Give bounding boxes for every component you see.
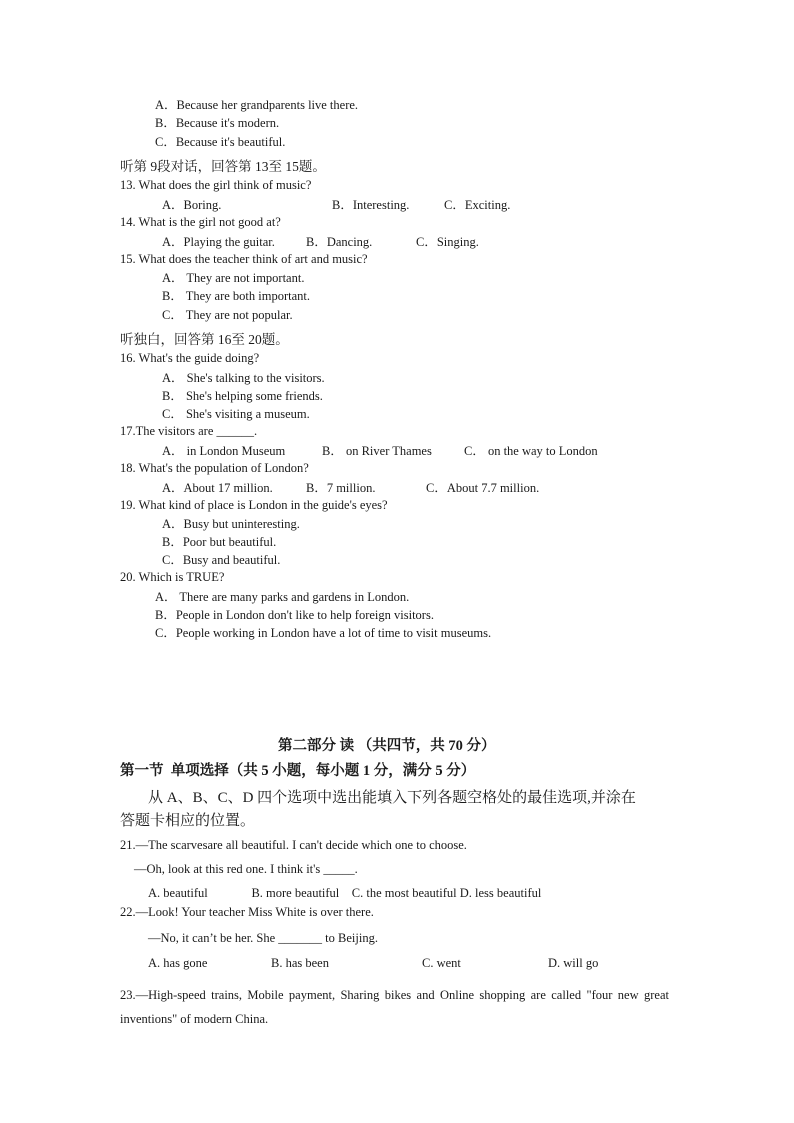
- question-13: 13. What does the girl think of music?: [120, 178, 312, 192]
- option-15c: C． They are not popular.: [162, 308, 293, 322]
- part-two-heading: 第二部分 读 （共四节，共 70 分）: [278, 738, 496, 754]
- instruction-dialogue-9: 听第 9段对话，回答第 13至 15题。: [120, 159, 326, 174]
- question-18: 18. What's the population of London?: [120, 461, 309, 475]
- option-17b: B． on River Thames: [322, 444, 432, 458]
- option-14b: B．Dancing.: [306, 235, 373, 249]
- question-14: 14. What is the girl not good at?: [120, 215, 281, 229]
- option-20b: B．People in London don't like to help foreign visitors.: [155, 608, 434, 622]
- option-14c: C．Singing.: [416, 235, 479, 249]
- option-22d: D. will go: [548, 956, 599, 970]
- option-22a: A. has gone: [148, 956, 208, 970]
- option-19b: B．Poor but beautiful.: [162, 535, 277, 549]
- option-15a: A． They are not important.: [162, 271, 305, 285]
- option-20a: A． There are many parks and gardens in London.: [155, 590, 410, 604]
- question-19: 19. What kind of place is London in the guide's eyes?: [120, 498, 388, 512]
- question-15: 15. What does the teacher think of art and music?: [120, 252, 368, 266]
- option-13a: A．Boring.: [162, 198, 222, 212]
- option-16b: B． She's helping some friends.: [162, 389, 323, 403]
- options-21: A. beautiful B. more beautiful C. the most beautiful D. less beautiful: [148, 886, 542, 900]
- instruction-monologue: 听独白，回答第 16至 20题。: [120, 332, 289, 347]
- option-15b: B． They are both important.: [162, 289, 311, 303]
- question-21-reply: —Oh, look at this red one. I think it's _____.: [134, 862, 358, 876]
- option-17c: C． on the way to London: [464, 444, 598, 458]
- question-21: 21.—The scarvesare all beautiful. I can't decide which one to choose.: [120, 838, 467, 852]
- option-20c: C．People working in London have a lot of time to visit museums.: [155, 626, 492, 640]
- option-13b: B．Interesting.: [332, 198, 410, 212]
- option-12c: C．Because it's beautiful.: [155, 135, 286, 149]
- question-22: 22.—Look! Your teacher Miss White is over there.: [120, 905, 374, 919]
- option-16a: A． She's talking to the visitors.: [162, 371, 325, 385]
- option-18b: B．7 million.: [306, 481, 376, 495]
- option-12b: B．Because it's modern.: [155, 116, 280, 130]
- question-20: 20. Which is TRUE?: [120, 570, 225, 584]
- question-17: 17.The visitors are ______.: [120, 424, 258, 438]
- option-19a: A．Busy but uninteresting.: [162, 517, 300, 531]
- question-23: 23.—High-speed trains, Mobile payment, Sharing bikes and Online shopping are called "four new great inventions" of modern China.: [120, 988, 669, 1026]
- option-13c: C．Exciting.: [444, 198, 511, 212]
- option-22c: C. went: [422, 956, 461, 970]
- option-18a: A．About 17 million.: [162, 481, 273, 495]
- question-22-reply: —No, it can’t be her. She _______ to Beijing.: [148, 931, 378, 945]
- option-18c: C．About 7.7 million.: [426, 481, 540, 495]
- option-17a: A． in London Museum: [162, 444, 286, 458]
- section-one-heading: 第一节 单项选择（共 5 小题，每小题 1 分，满分 5 分）: [120, 763, 476, 779]
- instruction-line-2: 答题卡相应的位置。: [120, 813, 256, 829]
- option-19c: C．Busy and beautiful.: [162, 553, 281, 567]
- question-16: 16. What's the guide doing?: [120, 351, 260, 365]
- option-12a: A．Because her grandparents live there.: [155, 98, 359, 112]
- option-14a: A．Playing the guitar.: [162, 235, 275, 249]
- option-16c: C． She's visiting a museum.: [162, 407, 310, 421]
- instruction-line-1: 从 A、B、C、D 四个选项中选出能填入下列各题空格处的最佳选项,并涂在: [148, 790, 636, 806]
- option-22b: B. has been: [271, 956, 329, 970]
